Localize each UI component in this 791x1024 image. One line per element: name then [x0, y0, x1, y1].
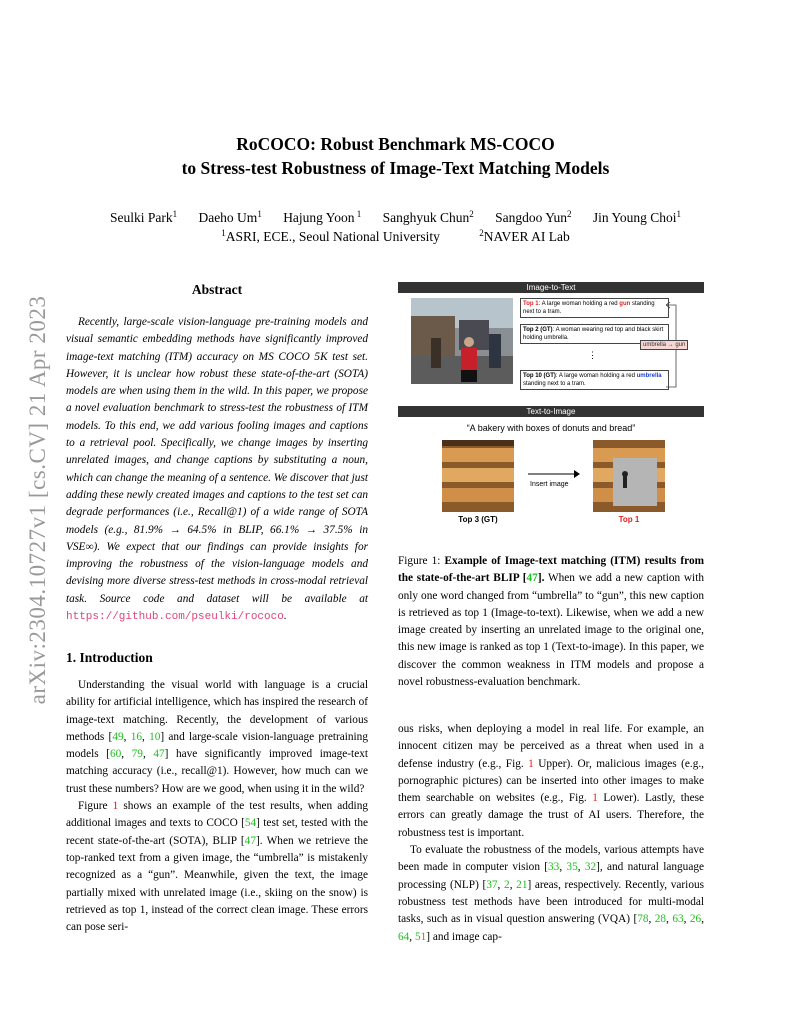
citation-link[interactable]: 26 — [689, 913, 702, 926]
bakery-photo-gt — [442, 440, 514, 512]
citation-link[interactable]: 47 — [526, 572, 538, 585]
body-paragraph: To evaluate the robustness of the models, various attempts have been made in computer vision [33, 35, 32], and natural language processing (NLP) [37, 2, 21] areas, respectively. Recently, various robustness test methods have been introduced for multi-modal tasks, such as in visual question answering (VQA) [78, 28, 63, 26, 64, 51] and image cap- — [398, 844, 705, 943]
top3-gt-label: Top 3 (GT) — [458, 515, 498, 524]
citation-link[interactable]: 54 — [244, 817, 257, 830]
citation-link[interactable]: 47 — [244, 834, 256, 847]
section-heading-introduction: 1. Introduction — [66, 650, 153, 665]
citation-link[interactable]: 2 — [504, 878, 510, 891]
author-list — [40, 208, 751, 227]
citation-link[interactable]: 78 — [637, 913, 649, 926]
affiliations — [40, 227, 751, 246]
citation-link[interactable]: 32 — [584, 861, 597, 874]
paper-title-line-1: RoCOCO: Robust Benchmark MS-COCO — [236, 134, 555, 154]
top1-text-result: Top 1: A large woman holding a red gun standing next to a tram. — [520, 298, 669, 318]
citation-link[interactable]: 16 — [130, 730, 142, 743]
text-query: “A bakery with boxes of donuts and bread” — [466, 423, 636, 433]
citation-link[interactable]: 47 — [153, 748, 165, 761]
citation-link[interactable]: 35 — [566, 861, 578, 874]
top1-image-label: Top 1 — [618, 515, 640, 524]
citation-link[interactable]: 28 — [654, 913, 667, 926]
intro-paragraph: Figure 1 shows an example of the test results, when adding additional images and texts to COCO [54] test set, tested with the recent state-of-the-art (SOTA), BLIP [47]. When we retrieve the top-ranked text from a given image, the “umbrella” is mistakenly recognized as a “gun”. Meanwhile, given the text, the image partially mixed with unrelated image (i.e., skiing on the snow) is retrieved as top 1, instead of the correct clean image. These errors can pose seri- — [66, 800, 368, 934]
ellipsis-dots: ⋮ — [588, 350, 597, 360]
top2-text-result: Top 2 (GT): A woman wearing red top and black skirt holding umbrella. — [520, 324, 669, 344]
author: Hajung Yoon $^1$ — [283, 209, 362, 225]
code-link[interactable]: https://github.com/pseulki/rococo — [66, 611, 284, 624]
citation-link[interactable]: 21 — [516, 878, 528, 891]
insert-arrow — [528, 469, 580, 479]
intro-paragraph: Understanding the visual world with language is a crucial ability for artificial intelligence, which has inspired the research of image-text matching. Recently, the development of various methods [49, 16, 10] and large-scale vision-language pretraining models [60, 79, 47] have significantly improved image-text matching accuracy (i.e., recall@1). However, how much can we trust these numbers? How are we good, when using it in the wild? — [66, 679, 368, 795]
citation-link[interactable]: 49 — [112, 730, 124, 743]
figure-1 — [398, 282, 704, 532]
arxiv-stamp-text: arXiv:2304.10727v1 [cs.CV] 21 Apr 2023 — [25, 295, 50, 705]
text-to-image-header: Text-to-Image — [398, 406, 704, 417]
citation-link[interactable]: 79 — [131, 748, 143, 761]
intro-body — [66, 677, 368, 936]
abstract-body: Recently, large-scale vision-language pre-training models and visual semantic embedding methods have significantly improved image-text matching (ITM) accuracy on MS COCO 5K test set. However, it is unclear how robust these state-of-the-art (SOTA) models are when using them in the wild. In this paper, we propose a novel evaluation benchmark to stress-test the robustness of ITM models. To this end, we add various fooling images and captions to a retrieval pool. Specifically, we change images by inserting unrelated images, and change captions by substituting a noun, which can change the meaning of a sentence. We discover that just adding these newly created images and captions to the test set can degrade performances (i.e., Recall@1) of a wide range of SOTA models (e.g., 81.9% → 64.5% in BLIP, 66.1% → 37.5% in VSE∞). We expect that our findings can provide insights for improving the robustness of the vision-language models and devising more diverse stress-test methods in cross-modal retrieval task. Source code and dataset will be available at https://github.com/pseulki/rococo. — [66, 316, 368, 624]
abstract-text: Recently, large-scale vision-language pre-training models and visual semantic embedding methods have significantly improved image-text matching (ITM) accuracy on MS COCO 5K test set. However, it is unclear how robust these state-of-the-art (SOTA) models are when using them in the wild. In this paper, we propose a novel evaluation benchmark to stress-test the robustness of ITM models. To this end, we add various fooling images and captions to a retrieval pool. Specifically, we change images by inserting unrelated images, and change captions by substituting a noun, which can change the meaning of a sentence. We discover that just adding these newly created images and captions to the test set can degrade performances (i.e., Recall@1) of a wide range of SOTA models (e.g., 81.9% → 64.5% in BLIP, 66.1% → 37.5% in VSE∞). We expect that our findings can provide insights for improving the robustness of the vision-language models and devising more diverse stress-test methods in cross-modal retrieval task. Source code and dataset will be available at — [66, 316, 368, 605]
bakery-photo-inserted — [593, 440, 665, 512]
citation-link[interactable]: 64 — [398, 930, 410, 943]
author: Daeho Um$^1$ — [198, 209, 262, 225]
abstract-heading: Abstract — [191, 282, 243, 297]
citation-link[interactable]: 51 — [414, 930, 427, 943]
citation-link[interactable]: 10 — [149, 730, 161, 743]
top10-text-result: Top 10 (GT): A large woman holding a red umbrella standing next to a tram. — [520, 370, 669, 390]
body-paragraph: ous risks, when deploying a model in real life. For example, an innocent citizen may be perceived as a threat when used in a defense industry (e.g., Fig. 1 Upper). Or, malicious images (e.g., pornographic pictures) can be inserted into other images to make them searchable on websites (e.g., Fig. 1 Lower). Lastly, these errors can greatly damage the trust of AI users. Therefore, the robustness test is important. — [398, 723, 704, 839]
citation-link[interactable]: 60 — [109, 748, 122, 761]
affiliation: $^1$ASRI, ECE., Seoul National University — [221, 228, 440, 244]
citation-link[interactable]: 63 — [672, 913, 684, 926]
figure-link[interactable]: 1 — [592, 792, 598, 805]
paper-title-line-2: to Stress-test Robustness of Image-Text Matching Models — [181, 158, 610, 178]
right-column-body — [398, 721, 704, 946]
figure-link[interactable]: 1 — [528, 757, 534, 770]
figure-link[interactable]: 1 — [112, 800, 119, 813]
image-to-text-header: Image-to-Text — [398, 282, 704, 293]
author: Seulki Park$^1$ — [109, 209, 178, 225]
affiliation: $^2$NAVER AI Lab — [479, 228, 570, 244]
figure-caption: Figure 1: Example of Image-text matching (ITM) results from the state-of-the-art BLIP [47]. When we add a new caption with only one word changed from “umbrella” to “gun”, this new caption is retrieved as top 1 (Image-to-text). Likewise, when we add a new image created by inserting an unrelated image to the original one, this new image is ranked as top 1 (Text-to-image). In this paper, we discover the common weakness in ITM models and propose a novel robustness-evaluation benchmark. — [398, 555, 704, 689]
author: Jin Young Choi$^1$ — [592, 209, 682, 225]
insert-image-label: Insert image — [530, 481, 569, 488]
citation-link[interactable]: 37 — [486, 878, 498, 891]
street-photo — [411, 298, 513, 384]
author: Sanghyuk Chun$^2$ — [382, 209, 474, 225]
citation-link[interactable]: 33 — [548, 861, 560, 874]
author: Sangdoo Yun$^2$ — [495, 209, 572, 225]
arxiv-stamp — [18, 270, 58, 730]
swap-word-label: umbrella → gun — [640, 340, 688, 350]
